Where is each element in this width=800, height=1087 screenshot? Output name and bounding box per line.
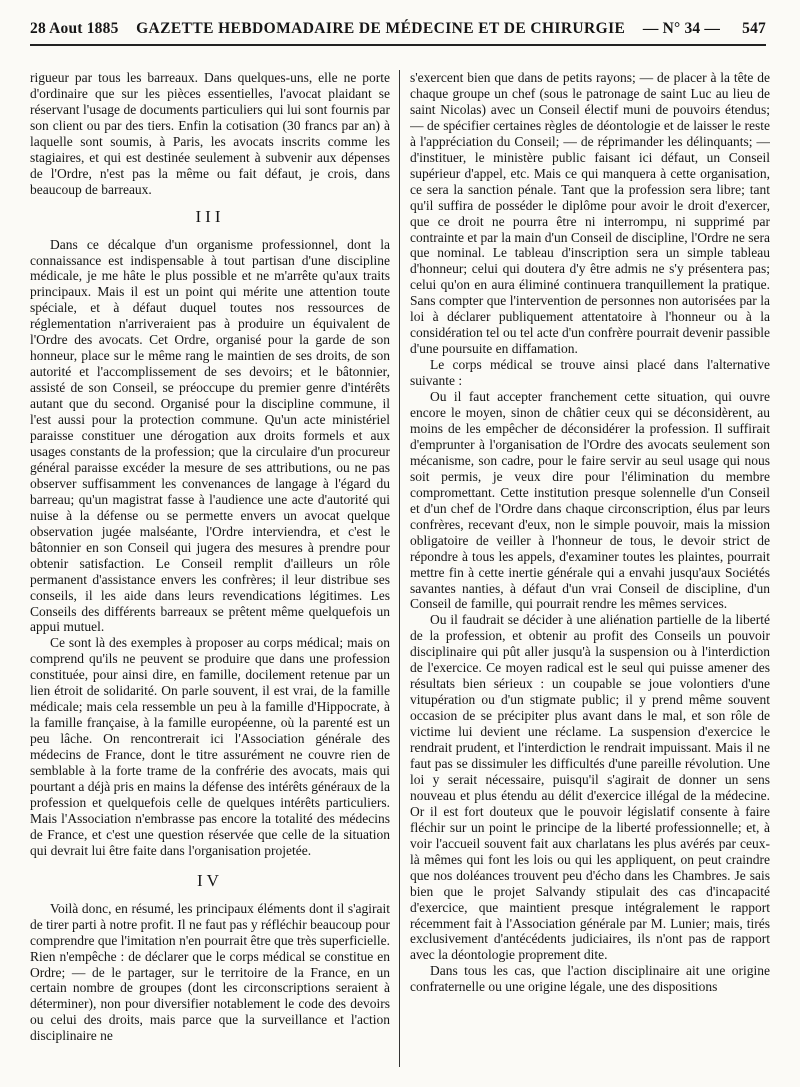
section-heading-iii: III bbox=[195, 206, 225, 226]
header-date: 28 Aout 1885 bbox=[30, 20, 119, 37]
paragraph: Dans tous les cas, que l'action disciplinaire ait une origine confraternelle ou une origine légale, une des dispositions bbox=[410, 963, 770, 995]
journal-title: GAZETTE HEBDOMADAIRE DE MÉDECINE ET DE CHIRURGIE bbox=[136, 20, 626, 37]
right-column bbox=[410, 70, 770, 1077]
page-header bbox=[30, 14, 766, 46]
column-divider bbox=[399, 70, 400, 1067]
paragraph: Dans ce décalque d'un organisme professionnel, dont la connaissance est indispensable à tout partisan d'une discipline médicale, je me hâte le plus possible et ne m'arrête qu'aux traits principaux. Mais il est un point qui mérite une attention toute spéciale, et à défaut duquel toutes nos ressources de réglementation n'arriveraient pas à produire un équivalent de l'Ordre des avocats. Cet Ordre, organisé pour la garde de son honneur, place sur le même rang le maintien de ses droits, de son autorité et l'accomplissement de ses devoirs; et le bâtonnier, assisté de son Conseil, se préoccupe du premier genre d'intérêts autant que du second. Organisé pour la discipline commune, il l'est aussi pour la protection commune. Qu'un acte ministériel paraisse constituer une dérogation aux droits formels et aux usages constants de la profession; que la circulaire d'un procureur général paraisse excéder la mesure de ses attributions, ou ne pas observer suffisamment les convenances de langage à l'égard du barreau; qu'un magistrat fasse à l'audience une acte d'autorité qui nuise à la défense ou se permette envers un avocat quelque observation jugée malséante, l'Ordre interviendra, et c'est le bâtonnier en son Conseil qui jugera des mesures à prendre pour obtenir satisfaction. Le Conseil remplit d'ailleurs un rôle permanent d'assistance envers les confrères; il leur distribue ses conseils, il les aide dans leurs revendications légitimes. Les Conseils des différents barreaux se prêtent même quelquefois un appui mutuel. bbox=[30, 236, 390, 635]
paragraph: rigueur par tous les barreaux. Dans quelques-uns, elle ne porte d'ordinaire que sur les pièces essentielles, l'avocat plaidant se réservant l'usage de documents particuliers qui lui sont fournis par son client ou par des tiers. Enfin la cotisation (30 francs par an) à laquelle sont soumis, à Paris, les avocats inscrits comme les stagiaires, et qui est destinée seulement à subvenir aux dépenses de l'Ordre, n'est pas la même ou fait défaut, je crois, dans beaucoup de barreaux. bbox=[30, 70, 390, 197]
paragraph: Ou il faudrait se décider à une aliénation partielle de la liberté de la profession, et obtenir au profit des Conseils un pouvoir disciplinaire qui pût aller jusqu'à la suspension ou à l'interdiction de l'exercice. Ce moyen radical est le seul qui puisse amener des résultats bien sérieux : un coupable se joue volontiers d'une vitupération ou d'un stigmate public; il y prend même souvent occasion de se précipiter plus avant dans le mal, et son rôle de victime lui devient une réclame. La suspension d'exercice le rendrait prudent, et l'interdiction le rendrait impuissant. Mais il ne faut pas se dissimuler les difficultés d'une pareille révolution. Une loi y serait nécessaire, puisqu'il s'agirait de donner un sens nouveau et plus étendu au délit d'exercice illégal de la médecine. Or il est fort douteux que le pouvoir législatif consente à faire fléchir sur un point le principe de la liberté professionnelle; et, à voir l'accueil souvent fait aux charlatans les plus avérés par ceux-là mêmes qui font les lois ou qui les appliquent, on peut craindre que nos doléances trouvent peu d'écho dans les Chambres. Je sais bien que le projet Salvandy stipulait des cas d'incapacité d'exercice, que maintient presque intégralement le rapport récemment fait à l'Association générale par M. Lunier; mais, tirés exclusivement d'antécédents judiciaires, ils n'ont pas de rapport avec la déontologie proprement dite. bbox=[410, 612, 770, 963]
paragraph: Ce sont là des exemples à proposer au corps médical; mais on comprend qu'ils ne peuvent se produire que dans une profession constituée, pour ainsi dire, en famille, docilement retenue par un lien étroit de solidarité. On parle souvent, il est vrai, de la famille médicale; mais cela ressemble un peu à la famille d'Hippocrate, à la famille française, à la famille européenne, où la parenté est un peu lâche. On rencontrerait ici l'Association générale des médecins de France, dont le titre assurément ne couvre rien de semblable à la forte trame de la confrérie des avocats, mais qui pourtant a déjà pris en mains la défense des intérêts généraux de la profession et quelquefois celle de quelques intérêts particuliers. Mais l'Association n'embrasse pas encore la totalité des médecins de France, et c'est une question réservée que celle de la situation qui devrait lui être faite dans l'organisation projetée. bbox=[30, 635, 390, 858]
paragraph: Le corps médical se trouve ainsi placé dans l'alternative suivante : bbox=[410, 357, 770, 389]
paragraph: Voilà donc, en résumé, les principaux éléments dont il s'agirait de tirer parti à notre profit. Il ne faut pas y réfléchir beaucoup pour comprendre que l'imitation n'en pourrait être que très superficielle. Rien n'empêche : de déclarer que le corps médical se constitue en Ordre; — de le partager, sur le territoire de la France, en un certain nombre de groupes (dont les circonscriptions seraient à déterminer), non pour diversifier notablement le code des devoirs ou celui des droits, mais parce que la surveillance et l'action disciplinaire ne bbox=[30, 900, 390, 1044]
issue-number: — N° 34 — bbox=[642, 20, 721, 37]
page-number: 547 bbox=[742, 20, 766, 37]
paragraph: s'exercent bien que dans de petits rayons; — de placer à la tête de chaque groupe un chef (sous le patronage de saint Luc au lieu de saint Nicolas) avec un Conseil électif muni de pouvoirs étendus; — de spécifier certaines règles de déontologie et de laisser le reste à l'appréciation du Conseil; — de réprimander les délinquants; — d'instituer, le ministère public faisant ici défaut, un Conseil supérieur d'appel, etc. Mais ce qui manquera à cette organisation, ce sera la sanction pénale. Tant que la profession sera libre; tant qu'il suffira de posséder le diplôme pour avoir le droit d'exercer, que ce droit ne pourra être ni interrompu, ni supprimé par contrainte et par la main d'un Conseil de discipline, l'Ordre ne sera que nominal. Le tableau d'inscription sera un simple tableau d'honneur; celui qui doutera d'y être admis ne s'y présentera pas; celui qu'on en aura éliminé continuera tranquillement la pratique. Sans compter que l'intervention de personnes non autorisées par la loi à déclarer publiquement attentatoire à l'honneur ou à la considération tel ou tel acte d'un confrère pourrait devenir passible d'une poursuite en diffamation. bbox=[410, 70, 770, 357]
section-heading-iv: IV bbox=[197, 870, 223, 890]
paragraph: Ou il faut accepter franchement cette situation, qui ouvre encore le moyen, sinon de châtier ceux qui se déconsidèrent, au moins de les empêcher de déconsidérer la profession. Il suffirait d'emprunter à l'organisation de l'Ordre des avocats seulement son mécanisme, son cadre, pour le faire servir au seul usage qui nous soit permis, je veux dire pour l'élimination du membre compromettant. Cette institution presque solennelle d'un Conseil et d'un chef de l'Ordre dans chaque circonscription, élus par leurs confrères, recevant d'eux, non le simple pouvoir, mais la mission obligatoire de veiller à l'honneur de tous, le devoir strict de répondre à tous les appels, d'examiner toutes les plaintes, pourrait mettre fin à cette inertie générale qui a envahi jusqu'aux Sociétés savantes nanties, à défaut d'un vrai Conseil de discipline, d'un Conseil de famille, qui pourrait rendre les mêmes services. bbox=[410, 389, 770, 612]
left-column bbox=[30, 70, 390, 1077]
